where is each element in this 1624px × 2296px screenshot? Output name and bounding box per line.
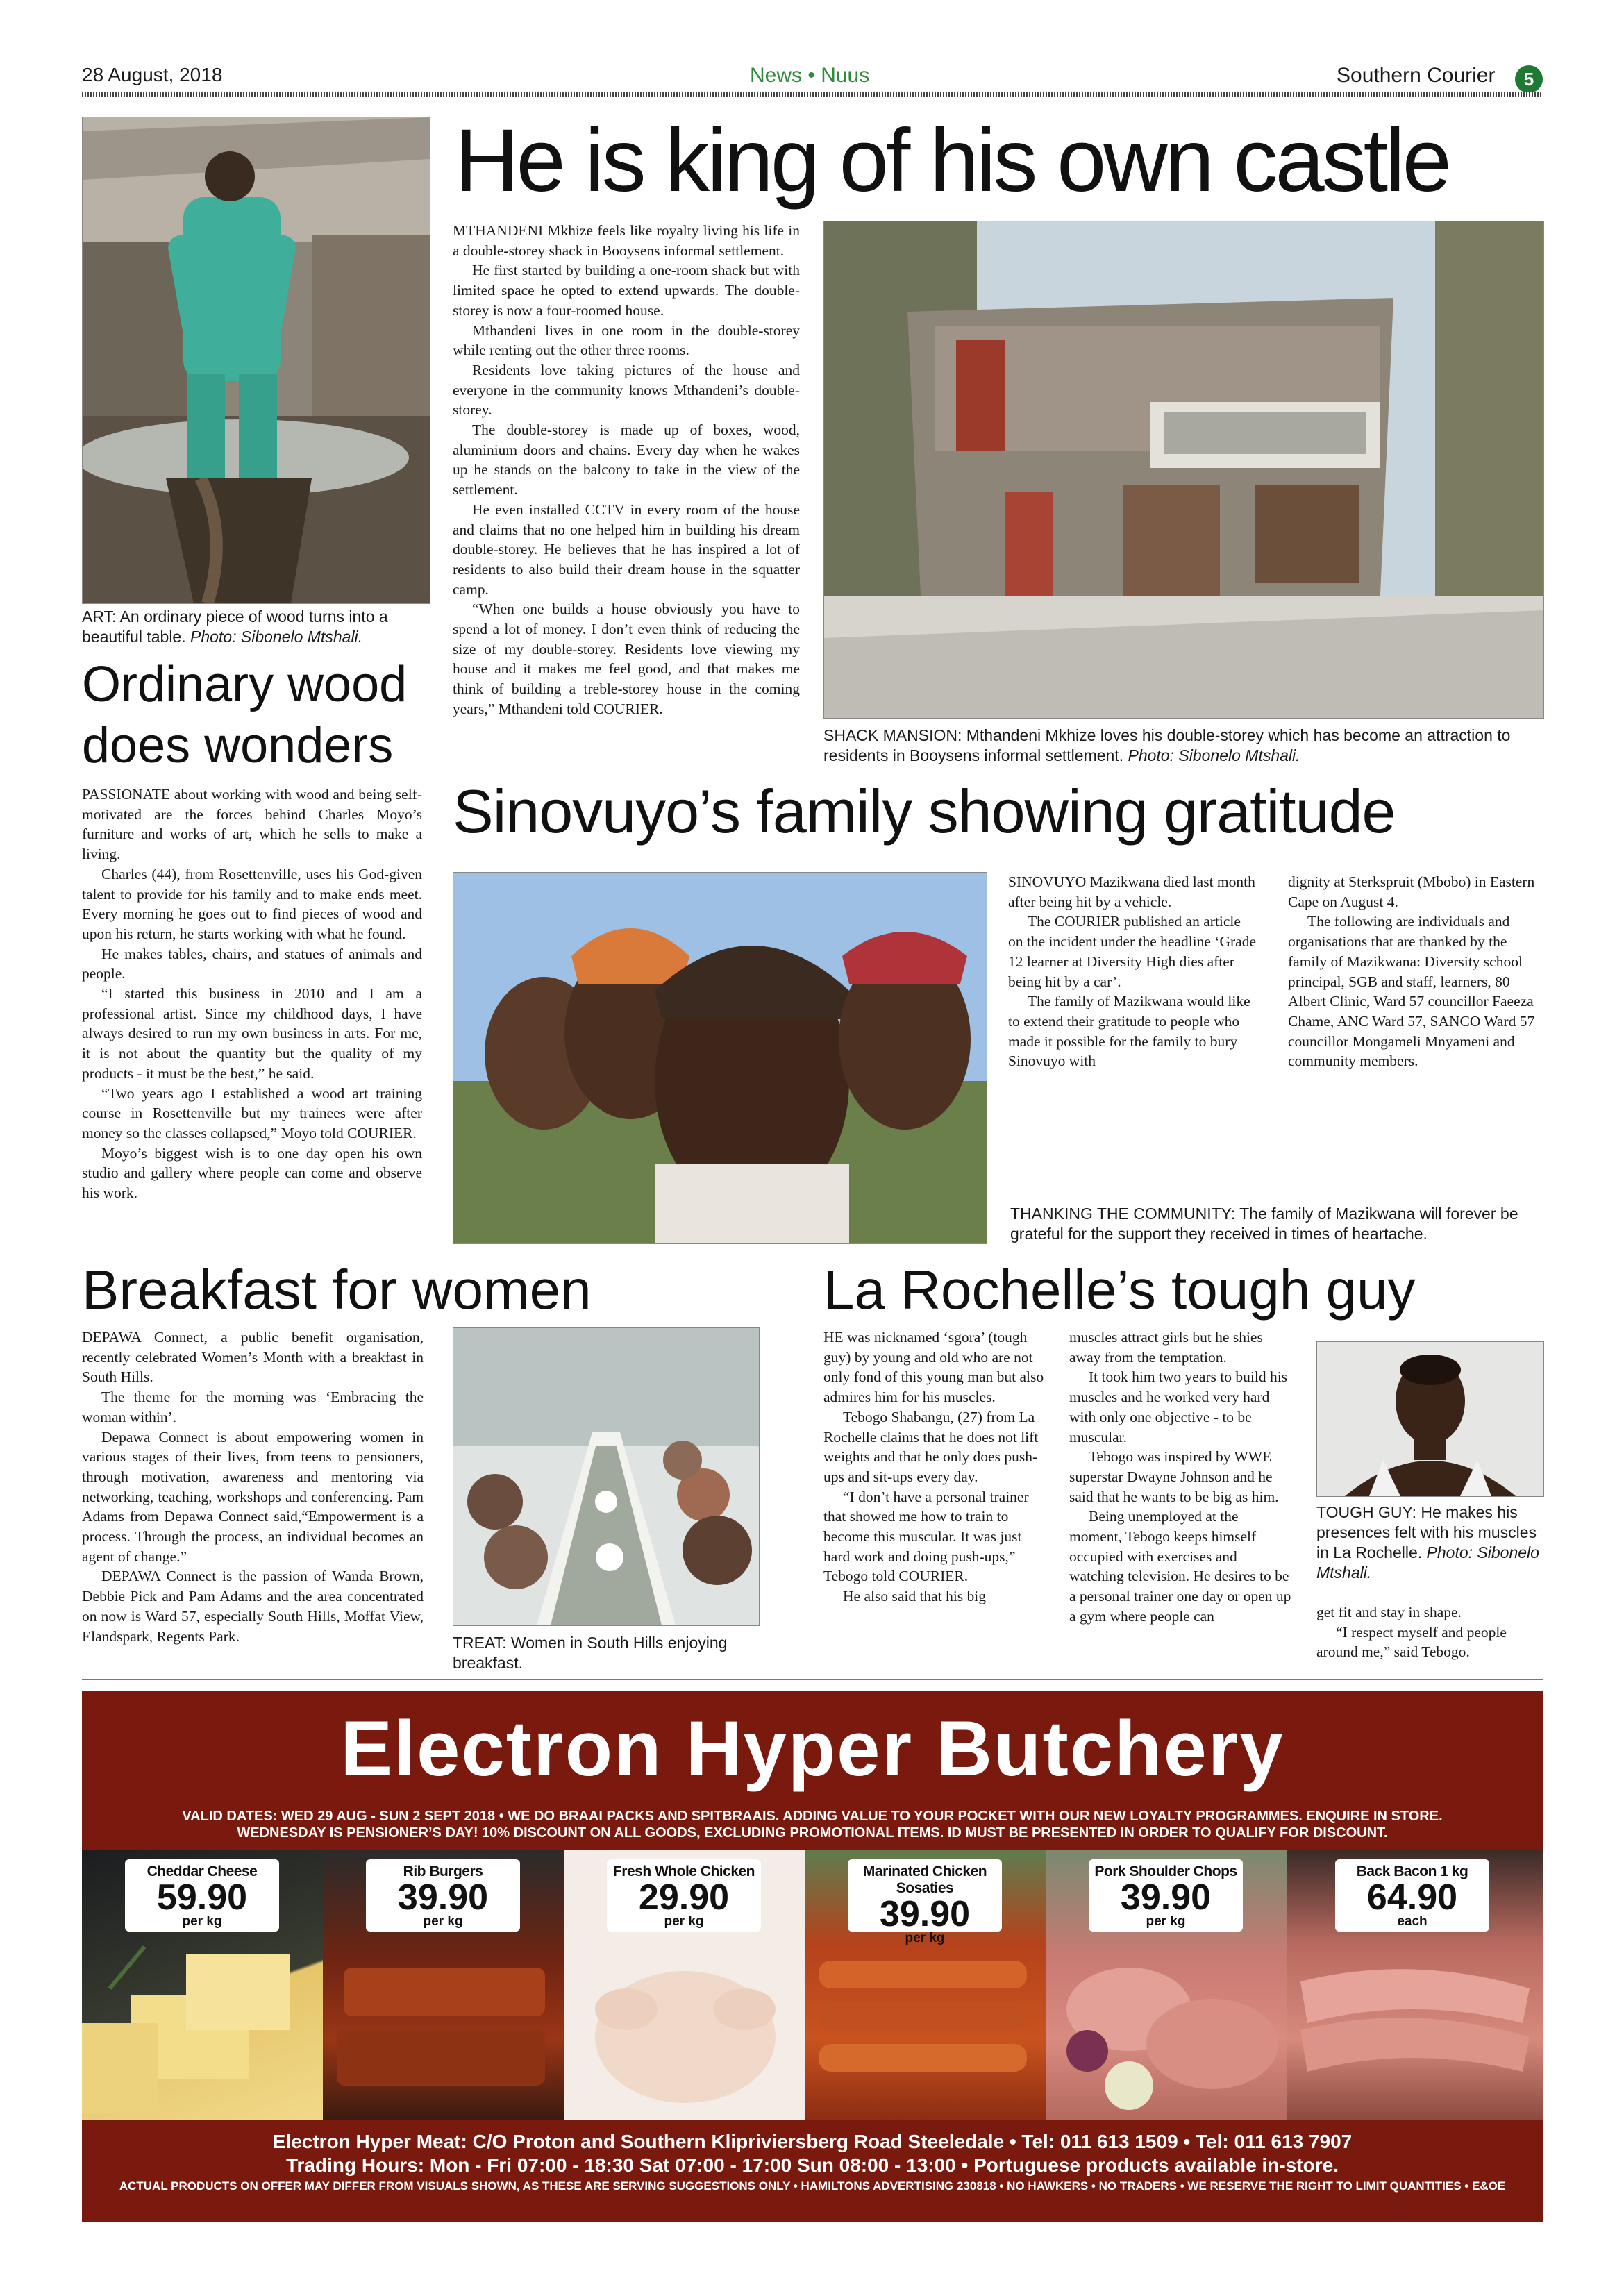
paragraph: muscles attract girls but he shies away from the temptation.	[1069, 1329, 1263, 1366]
paragraph: “I started this business in 2010 and I am a professional artist. Since my childhood days, I have always desired to run my own business in arts. For me, it is not about the quantity but the quality of my products - it must be the best,” he said.	[82, 985, 422, 1082]
advert-title: Electron Hyper Butchery	[340, 1705, 1284, 1792]
paragraph: The double-storey is made up of boxes, wood, aluminium doors and chains. Every day when he wakes up he stands on the balcony to take in the view of the settlement.	[453, 421, 800, 498]
wood-table-photo	[82, 117, 430, 604]
header-rule	[82, 92, 1543, 97]
paragraph: Depawa Connect is about empowering women in various stages of their lives, from teens to pensioners, through motivation, awareness and mentoring via networking, teaching, workshops and conferencing. Pam Adams from Depawa Connect said,“Empowerment is a process. Through the process, an individual becomes an agent of change.”	[82, 1428, 424, 1565]
product-rib-burgers	[323, 1850, 564, 2120]
sinovuyo-headline: Sinovuyo’s family showing gratitude	[453, 777, 1396, 846]
price-tag: Back Bacon 1 kg 64.90 each	[1335, 1859, 1489, 1932]
price-tag: Marinated Chicken Sosaties 39.90 per kg	[848, 1859, 1002, 1932]
paragraph: It took him two years to build his muscles and he worked very hard with only one objective - to be muscular.	[1069, 1368, 1288, 1446]
paragraph: Tebogo Shabangu, (27) from La Rochelle claims that he does not lift weights and that he only does push-ups and sit-ups every day.	[823, 1408, 1039, 1485]
advert-address: Electron Hyper Meat: C/O Proton and Southern Klipriviersberg Road Steeledale • Tel: 011 613 1509 • Tel: 011 613 7907	[272, 2131, 1353, 2152]
paragraph: The following are individuals and organisations that are thanked by the family of Mazikwana: Diversity school principal, SGB and staff, learners, 80 Albert Clinic, Ward 57 councillor Faeeza Chame, ANC Ward 57, SANCO Ward 57 councillor Mongameli Mnyameni and community members.	[1288, 913, 1535, 1070]
paragraph: Tebogo was inspired by WWE superstar Dwayne Johnson and he said that he wants to be big as him.	[1069, 1448, 1279, 1505]
advert-footer	[82, 2130, 1543, 2195]
product-back-bacon	[1287, 1850, 1543, 2120]
paragraph: He makes tables, chairs, and statues of animals and people.	[82, 945, 422, 982]
rochelle-headline: La Rochelle’s tough guy	[823, 1259, 1416, 1321]
wood-headline-line1: Ordinary wood	[82, 657, 408, 712]
castle-headline: He is king of his own castle	[455, 111, 1449, 210]
advert-trading-hours: Trading Hours: Mon - Fri 07:00 - 18:30 Sat 07:00 - 17:00 Sun 08:00 - 13:00 • Portuguese products available in-store.	[285, 2154, 1339, 2176]
wood-headline-line2: does wonders	[82, 718, 394, 773]
paragraph: “When one builds a house obviously you have to spend a lot of money. I don’t even think of reducing the size of my double-storey. Residents love viewing my house and it makes me feel good, and that makes me think of building a treble-storey house in the coming years,” Mthandeni told COURIER.	[453, 601, 800, 717]
sinovuyo-col2	[1288, 872, 1541, 1071]
paragraph: Charles (44), from Rosettenville, uses his God-given talent to provide for his family and to make ends meet. Every morning he goes out to find pieces of wood and upon his return, he starts working with what he found.	[82, 865, 422, 942]
price-tag: Cheddar Cheese 59.90 per kg	[125, 1859, 279, 1932]
paragraph: “I don’t have a personal trainer that showed me how to train to become this muscular. It was just hard work and doing push-ups,” Tebogo told COURIER.	[823, 1488, 1029, 1585]
shack-mansion-photo	[823, 221, 1544, 719]
paragraph: “I respect myself and people around me,” said Tebogo.	[1316, 1623, 1507, 1661]
paragraph: The family of Mazikwana would like to extend their gratitude to people who made it possible for the family to bury Sinovuyo with	[1008, 993, 1250, 1070]
paragraph: DEPAWA Connect, a public benefit organisation, recently celebrated Women’s Month with a breakfast in South Hills.	[82, 1329, 424, 1386]
advert-valid-dates	[110, 1808, 1515, 1841]
product-fresh-whole-chicken	[564, 1850, 805, 2120]
price-tag: Rib Burgers 39.90 per kg	[366, 1859, 520, 1932]
breakfast-story-body	[82, 1327, 424, 1646]
paragraph: He first started by building a one-room shack but with limited space he opted to extend upwards. The double-storey is now a four-roomed house.	[453, 262, 800, 319]
product-cheddar-cheese	[82, 1850, 323, 2120]
paragraph: He also said that his big	[843, 1588, 987, 1605]
product-pork-shoulder-chops	[1046, 1850, 1287, 2120]
section-label: News • Nuus	[750, 64, 870, 87]
paragraph: The COURIER published an article on the incident under the headline ‘Grade 12 learner at Diversity High dies after being hit by a car’.	[1008, 913, 1256, 990]
advert-disclaimer: ACTUAL PRODUCTS ON OFFER MAY DIFFER FROM VISUALS SHOWN, AS THESE ARE SERVING SUGGESTIONS ONLY • HAMILTONS ADVERTISING 230818 • NO HAWKERS • NO TRADERS • WE RESERVE THE RIGHT TO LIMIT QUANTITIES • E&OE	[119, 2179, 1506, 2193]
sinovuyo-col1	[1008, 872, 1258, 1071]
wood-story-body	[82, 785, 422, 1203]
tough-guy-caption: TOUGH GUY: He makes his presences felt with his muscles in La Rochelle. Photo: Sibonelo Mtshali.	[1316, 1503, 1539, 1582]
breakfast-photo-caption: TREAT: Women in South Hills enjoying breakfast.	[453, 1634, 728, 1672]
breakfast-photo	[453, 1327, 760, 1626]
family-selfie-photo	[453, 872, 987, 1244]
breakfast-headline: Breakfast for women	[82, 1259, 592, 1321]
shack-photo-caption: SHACK MANSION: Mthandeni Mkhize loves his double-storey which has become an attraction to residents in Booysens informal settlement. Photo: Sibonelo Mtshali.	[823, 726, 1511, 764]
paragraph: PASSIONATE about working with wood and being self-motivated are the forces behind Charles Moyo’s furniture and works of art, which he sells to make a living.	[82, 786, 422, 863]
product-marinated-chicken-sosaties	[805, 1850, 1046, 2120]
paragraph: DEPAWA Connect is the passion of Wanda Brown, Debbie Pick and Pam Adams and the area concentrated on now is Ward 57, especially South Hills, Moffat View, Elandspark, Regents Park.	[82, 1568, 424, 1645]
paragraph: Moyo’s biggest wish is to one day open his own studio and gallery where people can come and observe his work.	[82, 1144, 422, 1202]
valid-line-1: VALID DATES: WED 29 AUG - SUN 2 SEPT 2018 • WE DO BRAAI PACKS AND SPITBRAAIS. ADDING VALUE TO YOUR POCKET WITH OUR NEW LOYALTY PROGRAMMES. ENQUIRE IN STORE.	[182, 1809, 1443, 1824]
paper-name: Southern Courier	[1337, 64, 1496, 87]
price-tag: Pork Shoulder Chops 39.90 per kg	[1089, 1859, 1243, 1932]
paragraph: Being unemployed at the moment, Tebogo keeps himself occupied with exercises and watching television. He desires to be a personal trainer one day or open up a gym where people can	[1069, 1508, 1291, 1625]
paragraph: Residents love taking pictures of the house and everyone in the community knows Mthandeni’s double-storey.	[453, 361, 800, 419]
paragraph: SINOVUYO Mazikwana died last month after being hit by a vehicle.	[1008, 873, 1255, 910]
paragraph: “Two years ago I established a wood art training course in Rosettenville but my trainees were after money so the classes collapsed,” Moyo told COURIER.	[82, 1084, 422, 1141]
paragraph: dignity at Sterkspruit (Mbobo) in Eastern Cape on August 4.	[1288, 873, 1535, 910]
valid-line-2: WEDNESDAY IS PENSIONER’S DAY! 10% DISCOUNT ON ALL GOODS, EXCLUDING PROMOTIONAL ITEMS. ID MUST BE PRESENTED IN ORDER TO QUALIFY FOR DISCOUNT.	[237, 1825, 1388, 1841]
issue-date: 28 August, 2018	[82, 64, 223, 85]
castle-story-body	[453, 221, 800, 719]
price-tag: Fresh Whole Chicken 29.90 per kg	[607, 1859, 761, 1932]
paragraph: HE was nicknamed ‘sgora’ (tough guy) by young and old who are not only fond of this young man but also admires him for his muscles.	[823, 1329, 1044, 1406]
section-divider	[82, 1679, 1543, 1680]
paragraph: He even installed CCTV in every room of the house and claims that no one helped him in building his dream double-storey. He believes that he has inspired a lot of residents to also build their dream house in the squatter camp.	[453, 501, 800, 598]
paragraph: get fit and stay in shape.	[1316, 1604, 1462, 1620]
rochelle-col3	[1316, 1602, 1543, 1662]
rochelle-col2	[1069, 1327, 1291, 1627]
wood-photo-caption: ART: An ordinary piece of wood turns into a beautiful table. Photo: Sibonelo Mtshali.	[82, 607, 388, 646]
paragraph: Mthandeni lives in one room in the double-storey while renting out the other three rooms.	[453, 321, 800, 359]
paragraph: MTHANDENI Mkhize feels like royalty living his life in a double-storey shack in Booysens informal settlement.	[453, 222, 800, 259]
tough-guy-photo	[1316, 1341, 1544, 1497]
butchery-advert	[82, 1691, 1543, 2222]
page-number: 5	[1515, 65, 1543, 93]
rochelle-col1	[823, 1327, 1046, 1607]
family-photo-caption: THANKING THE COMMUNITY: The family of Mazikwana will forever be grateful for the support they received in times of heartache.	[1010, 1205, 1518, 1243]
paragraph: The theme for the morning was ‘Embracing the woman within’.	[82, 1389, 424, 1425]
